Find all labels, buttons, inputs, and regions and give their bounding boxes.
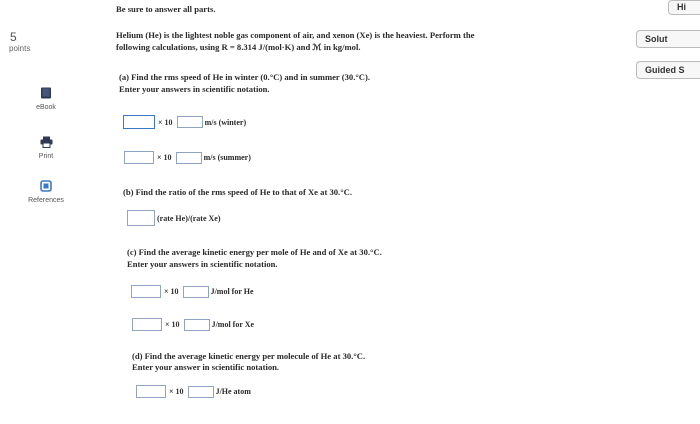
times-ten-label: × 10 [158,117,173,127]
part-a-winter-answer-row [123,115,246,129]
print-label: Print [38,153,54,160]
part-d-instruction: Enter your answer in scientific notation. [132,362,280,372]
part-c-he-coefficient-input[interactable] [131,285,161,298]
references-button[interactable] [18,180,74,204]
times-ten-label: × 10 [157,153,172,162]
references-label: References [28,197,64,204]
part-d-prompt: (d) Find the average kinetic energy per molecule of He at 30.°C. [132,351,366,361]
part-d-answer-row [136,385,251,398]
ebook-button[interactable] [18,87,74,111]
part-a-prompt: (a) Find the rms speed of He in winter (0.°C) and in summer (30.°C). [119,72,370,82]
part-b-prompt: (b) Find the ratio of the rms speed of He to that of Xe at 30.°C. [123,187,352,197]
part-c-he-answer-row [131,285,254,298]
part-a-instruction: Enter your answers in scientific notation. [119,84,270,94]
question-content [110,0,610,424]
part-b-ratio-input[interactable] [127,210,155,226]
part-a-summer-unit: m/s (summer) [203,153,251,162]
part-c-prompt: (c) Find the average kinetic energy per mole of He and of Xe at 30.°C. [127,247,382,257]
part-c-xe-exponent-input[interactable] [184,319,210,331]
times-ten-label: × 10 [165,320,180,329]
book-icon [18,87,74,101]
part-c-he-exponent-input[interactable] [183,286,209,298]
instruction-text: Be sure to answer all parts. [116,4,216,14]
part-b-unit: (rate He)/(rate Xe) [157,213,221,223]
times-ten-label: × 10 [164,287,179,296]
problem-intro-line1: Helium (He) is the lightest noble gas component of air, and xenon (Xe) is the heaviest. Perform the [116,30,475,40]
ebook-label: eBook [36,104,56,111]
hint-button[interactable]: Hi [668,0,700,15]
left-sidebar [0,0,75,424]
printer-icon [18,136,74,150]
part-c-xe-answer-row [132,318,254,331]
references-icon [18,180,74,194]
part-b-answer-row [127,210,221,226]
part-d-unit: J/He atom [215,387,251,396]
part-a-summer-exponent-input[interactable] [176,152,202,164]
part-a-summer-answer-row [124,151,251,164]
part-d-coefficient-input[interactable] [136,385,166,398]
part-c-he-unit: J/mol for He [210,287,254,296]
part-c-instruction: Enter your answers in scientific notation. [127,259,278,269]
part-a-winter-unit: m/s (winter) [204,117,247,127]
print-button[interactable] [18,136,74,160]
part-a-winter-coefficient-input[interactable] [123,115,155,129]
guided-solution-button[interactable]: Guided S [636,61,700,79]
part-c-xe-unit: J/mol for Xe [211,320,255,329]
part-c-xe-coefficient-input[interactable] [132,318,162,331]
points-label: points [9,44,31,53]
part-d-exponent-input[interactable] [188,386,214,398]
part-a-winter-exponent-input[interactable] [177,116,203,128]
part-a-summer-coefficient-input[interactable] [124,151,154,164]
times-ten-label: × 10 [169,387,184,396]
solution-button[interactable]: Solut [636,30,700,48]
problem-intro-line2: following calculations, using R = 8.314 J/(mol·K) and ℳ in kg/mol. [116,42,361,52]
right-tools-panel [628,0,700,424]
points-value: 5 [10,30,17,44]
